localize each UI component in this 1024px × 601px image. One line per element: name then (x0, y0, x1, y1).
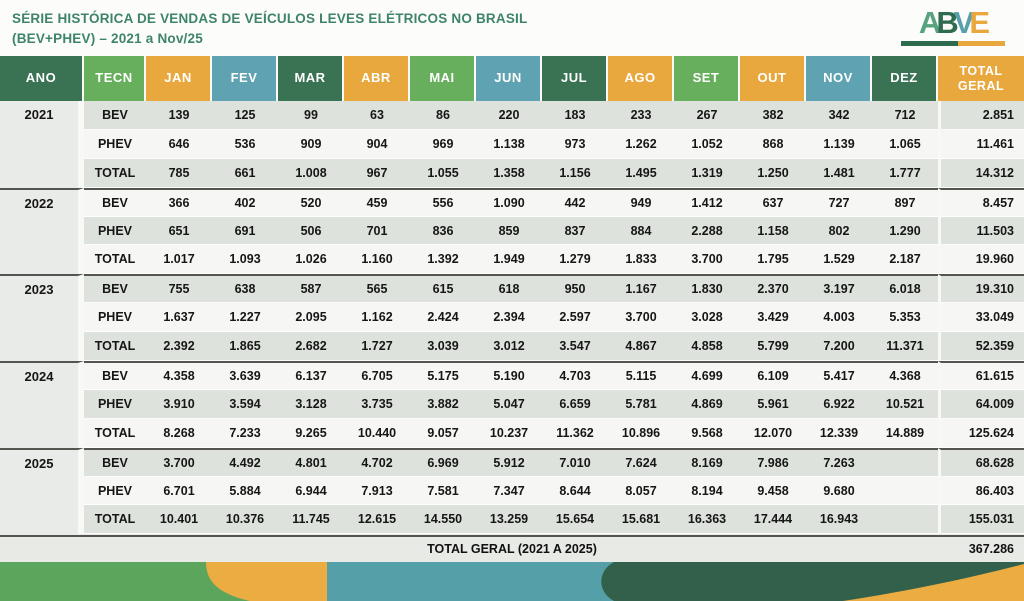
value-cell: 909 (278, 130, 344, 159)
page-title: SÉRIE HISTÓRICA DE VENDAS DE VEÍCULOS LEVES ELÉTRICOS NO BRASIL (12, 11, 528, 26)
row-total-cell: 52.359 (938, 332, 1024, 361)
value-cell: 3.639 (212, 361, 278, 390)
logo-bar-green-segment (901, 41, 958, 46)
value-cell: 10.521 (872, 390, 938, 419)
value-cell: 691 (212, 217, 278, 246)
value-cell: 949 (608, 188, 674, 217)
value-cell: 3.700 (674, 245, 740, 274)
value-cell: 13.259 (476, 505, 542, 534)
value-cell: 3.128 (278, 390, 344, 419)
footer-dark-cap-shape (601, 562, 652, 601)
year-cell: 2024 (0, 361, 84, 448)
row-total-cell: 11.461 (938, 130, 1024, 159)
value-cell: 2.424 (410, 303, 476, 332)
value-cell: 859 (476, 217, 542, 246)
value-cell: 4.869 (674, 390, 740, 419)
value-cell: 884 (608, 217, 674, 246)
value-cell: 2.392 (146, 332, 212, 361)
value-cell: 3.910 (146, 390, 212, 419)
table-row-2022-bev (0, 188, 1024, 217)
value-cell: 1.637 (146, 303, 212, 332)
logo-letter-v: V (953, 5, 972, 40)
value-cell: 1.250 (740, 159, 806, 188)
value-cell: 7.913 (344, 477, 410, 506)
sales-table (0, 56, 1024, 534)
value-cell: 967 (344, 159, 410, 188)
value-cell: 99 (278, 101, 344, 130)
row-total-cell: 155.031 (938, 505, 1024, 534)
value-cell: 15.654 (542, 505, 608, 534)
value-cell (872, 477, 938, 506)
value-cell: 402 (212, 188, 278, 217)
value-cell: 63 (344, 101, 410, 130)
value-cell: 3.197 (806, 274, 872, 303)
table-row-2023-phev (0, 303, 1024, 332)
tech-cell: TOTAL (84, 159, 146, 188)
value-cell: 233 (608, 101, 674, 130)
tech-cell: TOTAL (84, 505, 146, 534)
value-cell: 2.682 (278, 332, 344, 361)
value-cell: 8.268 (146, 419, 212, 448)
table-row-2025-total (0, 505, 1024, 534)
value-cell: 651 (146, 217, 212, 246)
value-cell: 3.028 (674, 303, 740, 332)
value-cell: 4.358 (146, 361, 212, 390)
value-cell: 267 (674, 101, 740, 130)
value-cell: 16.363 (674, 505, 740, 534)
table-row-2022-total (0, 245, 1024, 274)
value-cell: 5.175 (410, 361, 476, 390)
value-cell: 1.529 (806, 245, 872, 274)
value-cell: 459 (344, 188, 410, 217)
value-cell: 11.371 (872, 332, 938, 361)
row-total-cell: 19.960 (938, 245, 1024, 274)
value-cell: 1.156 (542, 159, 608, 188)
value-cell: 4.858 (674, 332, 740, 361)
column-header-ano: ANO (0, 56, 84, 101)
value-cell: 7.010 (542, 448, 608, 477)
column-header-nov: NOV (806, 56, 872, 101)
value-cell: 701 (344, 217, 410, 246)
row-total-cell: 33.049 (938, 303, 1024, 332)
value-cell: 615 (410, 274, 476, 303)
value-cell: 8.644 (542, 477, 608, 506)
table-row-2021-bev (0, 101, 1024, 130)
value-cell: 3.039 (410, 332, 476, 361)
abve-logo (894, 6, 1012, 46)
value-cell: 3.735 (344, 390, 410, 419)
value-cell: 7.624 (608, 448, 674, 477)
tech-cell: PHEV (84, 130, 146, 159)
column-header-fev: FEV (212, 56, 278, 101)
value-cell: 1.065 (872, 130, 938, 159)
value-cell: 1.262 (608, 130, 674, 159)
value-cell: 1.138 (476, 130, 542, 159)
value-cell: 4.368 (872, 361, 938, 390)
column-header-abr: ABR (344, 56, 410, 101)
table-row-2023-total (0, 332, 1024, 361)
value-cell: 3.429 (740, 303, 806, 332)
tech-cell: PHEV (84, 477, 146, 506)
row-total-cell: 68.628 (938, 448, 1024, 477)
value-cell: 5.417 (806, 361, 872, 390)
value-cell: 17.444 (740, 505, 806, 534)
tech-cell: TOTAL (84, 419, 146, 448)
value-cell: 5.781 (608, 390, 674, 419)
value-cell: 6.969 (410, 448, 476, 477)
logo-bar-orange-segment (958, 41, 1005, 46)
abve-logo-letters (894, 6, 1012, 40)
value-cell: 8.169 (674, 448, 740, 477)
value-cell: 661 (212, 159, 278, 188)
table-row-2022-phev (0, 217, 1024, 246)
value-cell: 1.795 (740, 245, 806, 274)
value-cell: 11.362 (542, 419, 608, 448)
value-cell: 5.115 (608, 361, 674, 390)
row-total-cell: 14.312 (938, 159, 1024, 188)
value-cell: 183 (542, 101, 608, 130)
value-cell: 5.047 (476, 390, 542, 419)
value-cell: 366 (146, 188, 212, 217)
value-cell: 1.358 (476, 159, 542, 188)
tech-cell: TOTAL (84, 332, 146, 361)
value-cell: 1.290 (872, 217, 938, 246)
value-cell: 6.922 (806, 390, 872, 419)
value-cell: 11.745 (278, 505, 344, 534)
value-cell: 342 (806, 101, 872, 130)
table-body (0, 101, 1024, 534)
value-cell: 506 (278, 217, 344, 246)
table-row-2025-bev (0, 448, 1024, 477)
value-cell: 6.137 (278, 361, 344, 390)
value-cell: 10.440 (344, 419, 410, 448)
value-cell: 5.961 (740, 390, 806, 419)
column-header-jan: JAN (146, 56, 212, 101)
value-cell: 1.008 (278, 159, 344, 188)
value-cell: 950 (542, 274, 608, 303)
value-cell: 5.912 (476, 448, 542, 477)
tech-cell: TOTAL (84, 245, 146, 274)
tech-cell: PHEV (84, 390, 146, 419)
value-cell: 897 (872, 188, 938, 217)
row-total-cell: 2.851 (938, 101, 1024, 130)
value-cell: 6.109 (740, 361, 806, 390)
value-cell: 7.347 (476, 477, 542, 506)
value-cell: 1.055 (410, 159, 476, 188)
logo-letter-a: A (918, 5, 939, 40)
logo-underline-bar (901, 41, 1005, 46)
column-header-dez: DEZ (872, 56, 938, 101)
value-cell: 4.801 (278, 448, 344, 477)
value-cell: 9.458 (740, 477, 806, 506)
value-cell: 5.884 (212, 477, 278, 506)
value-cell: 5.799 (740, 332, 806, 361)
value-cell: 3.012 (476, 332, 542, 361)
value-cell: 2.288 (674, 217, 740, 246)
value-cell: 10.376 (212, 505, 278, 534)
value-cell: 8.057 (608, 477, 674, 506)
value-cell: 1.412 (674, 188, 740, 217)
value-cell: 14.550 (410, 505, 476, 534)
value-cell: 1.090 (476, 188, 542, 217)
value-cell: 5.353 (872, 303, 938, 332)
value-cell: 1.227 (212, 303, 278, 332)
value-cell: 1.052 (674, 130, 740, 159)
value-cell: 86 (410, 101, 476, 130)
value-cell: 1.392 (410, 245, 476, 274)
value-cell: 6.659 (542, 390, 608, 419)
value-cell: 3.700 (608, 303, 674, 332)
tech-cell: PHEV (84, 217, 146, 246)
value-cell: 1.093 (212, 245, 278, 274)
value-cell: 10.896 (608, 419, 674, 448)
value-cell: 4.492 (212, 448, 278, 477)
value-cell: 2.187 (872, 245, 938, 274)
value-cell: 755 (146, 274, 212, 303)
value-cell: 125 (212, 101, 278, 130)
value-cell: 1.279 (542, 245, 608, 274)
value-cell: 618 (476, 274, 542, 303)
value-cell: 12.070 (740, 419, 806, 448)
value-cell: 7.263 (806, 448, 872, 477)
column-header-tecn: TECN (84, 56, 146, 101)
value-cell: 6.944 (278, 477, 344, 506)
tech-cell: PHEV (84, 303, 146, 332)
value-cell: 6.018 (872, 274, 938, 303)
value-cell: 3.700 (146, 448, 212, 477)
value-cell: 7.233 (212, 419, 278, 448)
footer-teal-shape (325, 562, 618, 601)
year-cell: 2022 (0, 188, 84, 275)
value-cell: 7.581 (410, 477, 476, 506)
value-cell: 1.162 (344, 303, 410, 332)
column-header-ago: AGO (608, 56, 674, 101)
value-cell: 9.568 (674, 419, 740, 448)
tech-cell: BEV (84, 188, 146, 217)
row-total-cell: 64.009 (938, 390, 1024, 419)
value-cell: 565 (344, 274, 410, 303)
value-cell: 4.702 (344, 448, 410, 477)
value-cell: 1.777 (872, 159, 938, 188)
year-cell: 2021 (0, 101, 84, 188)
value-cell: 139 (146, 101, 212, 130)
value-cell: 4.699 (674, 361, 740, 390)
row-total-cell: 86.403 (938, 477, 1024, 506)
value-cell: 969 (410, 130, 476, 159)
value-cell: 3.547 (542, 332, 608, 361)
column-header-jun: JUN (476, 56, 542, 101)
value-cell: 16.943 (806, 505, 872, 534)
value-cell: 802 (806, 217, 872, 246)
value-cell: 4.003 (806, 303, 872, 332)
value-cell: 836 (410, 217, 476, 246)
year-cell: 2025 (0, 448, 84, 535)
column-header-mai: MAI (410, 56, 476, 101)
row-total-cell: 61.615 (938, 361, 1024, 390)
value-cell: 727 (806, 188, 872, 217)
value-cell: 1.319 (674, 159, 740, 188)
value-cell: 1.830 (674, 274, 740, 303)
value-cell: 1.139 (806, 130, 872, 159)
value-cell: 2.370 (740, 274, 806, 303)
value-cell: 712 (872, 101, 938, 130)
value-cell: 5.190 (476, 361, 542, 390)
value-cell: 3.594 (212, 390, 278, 419)
value-cell: 8.194 (674, 477, 740, 506)
value-cell: 1.026 (278, 245, 344, 274)
table-row-2024-phev (0, 390, 1024, 419)
value-cell: 382 (740, 101, 806, 130)
value-cell: 12.339 (806, 419, 872, 448)
value-cell: 9.680 (806, 477, 872, 506)
table-row-2024-total (0, 419, 1024, 448)
value-cell: 536 (212, 130, 278, 159)
grand-total-row (0, 535, 1024, 562)
table-row-2021-total (0, 159, 1024, 188)
value-cell: 556 (410, 188, 476, 217)
row-total-cell: 8.457 (938, 188, 1024, 217)
value-cell: 7.986 (740, 448, 806, 477)
table-row-2023-bev (0, 274, 1024, 303)
year-cell: 2023 (0, 274, 84, 361)
page-subtitle: (BEV+PHEV) – 2021 a Nov/25 (12, 30, 203, 46)
grand-total-value: 367.286 (968, 542, 1014, 556)
value-cell: 9.265 (278, 419, 344, 448)
value-cell: 3.882 (410, 390, 476, 419)
value-cell: 220 (476, 101, 542, 130)
value-cell: 15.681 (608, 505, 674, 534)
value-cell: 2.095 (278, 303, 344, 332)
value-cell: 1.495 (608, 159, 674, 188)
value-cell: 7.200 (806, 332, 872, 361)
value-cell (872, 448, 938, 477)
column-header-out: OUT (740, 56, 806, 101)
tech-cell: BEV (84, 101, 146, 130)
value-cell: 12.615 (344, 505, 410, 534)
value-cell: 1.017 (146, 245, 212, 274)
title-bar (0, 0, 1024, 56)
table-row-2025-phev (0, 477, 1024, 506)
value-cell: 1.833 (608, 245, 674, 274)
value-cell: 2.394 (476, 303, 542, 332)
table-row-2024-bev (0, 361, 1024, 390)
value-cell: 6.705 (344, 361, 410, 390)
value-cell: 868 (740, 130, 806, 159)
value-cell: 6.701 (146, 477, 212, 506)
value-cell: 1.160 (344, 245, 410, 274)
tech-cell: BEV (84, 361, 146, 390)
value-cell: 4.867 (608, 332, 674, 361)
value-cell: 9.057 (410, 419, 476, 448)
value-cell: 1.727 (344, 332, 410, 361)
column-header-mar: MAR (278, 56, 344, 101)
column-header-jul: JUL (542, 56, 608, 101)
value-cell: 4.703 (542, 361, 608, 390)
value-cell: 10.401 (146, 505, 212, 534)
value-cell: 973 (542, 130, 608, 159)
value-cell: 785 (146, 159, 212, 188)
value-cell: 587 (278, 274, 344, 303)
table-header-row (0, 56, 1024, 101)
value-cell: 637 (740, 188, 806, 217)
value-cell: 14.889 (872, 419, 938, 448)
value-cell: 1.949 (476, 245, 542, 274)
tech-cell: BEV (84, 448, 146, 477)
row-total-cell: 19.310 (938, 274, 1024, 303)
column-header-set: SET (674, 56, 740, 101)
value-cell: 442 (542, 188, 608, 217)
tech-cell: BEV (84, 274, 146, 303)
value-cell: 2.597 (542, 303, 608, 332)
value-cell: 904 (344, 130, 410, 159)
value-cell: 10.237 (476, 419, 542, 448)
logo-letter-e: E (969, 5, 988, 40)
value-cell: 1.481 (806, 159, 872, 188)
value-cell: 1.167 (608, 274, 674, 303)
column-header-total-geral: TOTAL GERAL (938, 56, 1024, 101)
value-cell: 646 (146, 130, 212, 159)
value-cell: 520 (278, 188, 344, 217)
value-cell: 837 (542, 217, 608, 246)
value-cell (872, 505, 938, 534)
logo-letter-b: B (936, 5, 956, 40)
table-row-2021-phev (0, 130, 1024, 159)
row-total-cell: 11.503 (938, 217, 1024, 246)
value-cell: 638 (212, 274, 278, 303)
grand-total-label: TOTAL GERAL (2021 A 2025) (427, 542, 597, 556)
footer-decoration (0, 562, 1024, 601)
value-cell: 1.865 (212, 332, 278, 361)
value-cell: 1.158 (740, 217, 806, 246)
row-total-cell: 125.624 (938, 419, 1024, 448)
